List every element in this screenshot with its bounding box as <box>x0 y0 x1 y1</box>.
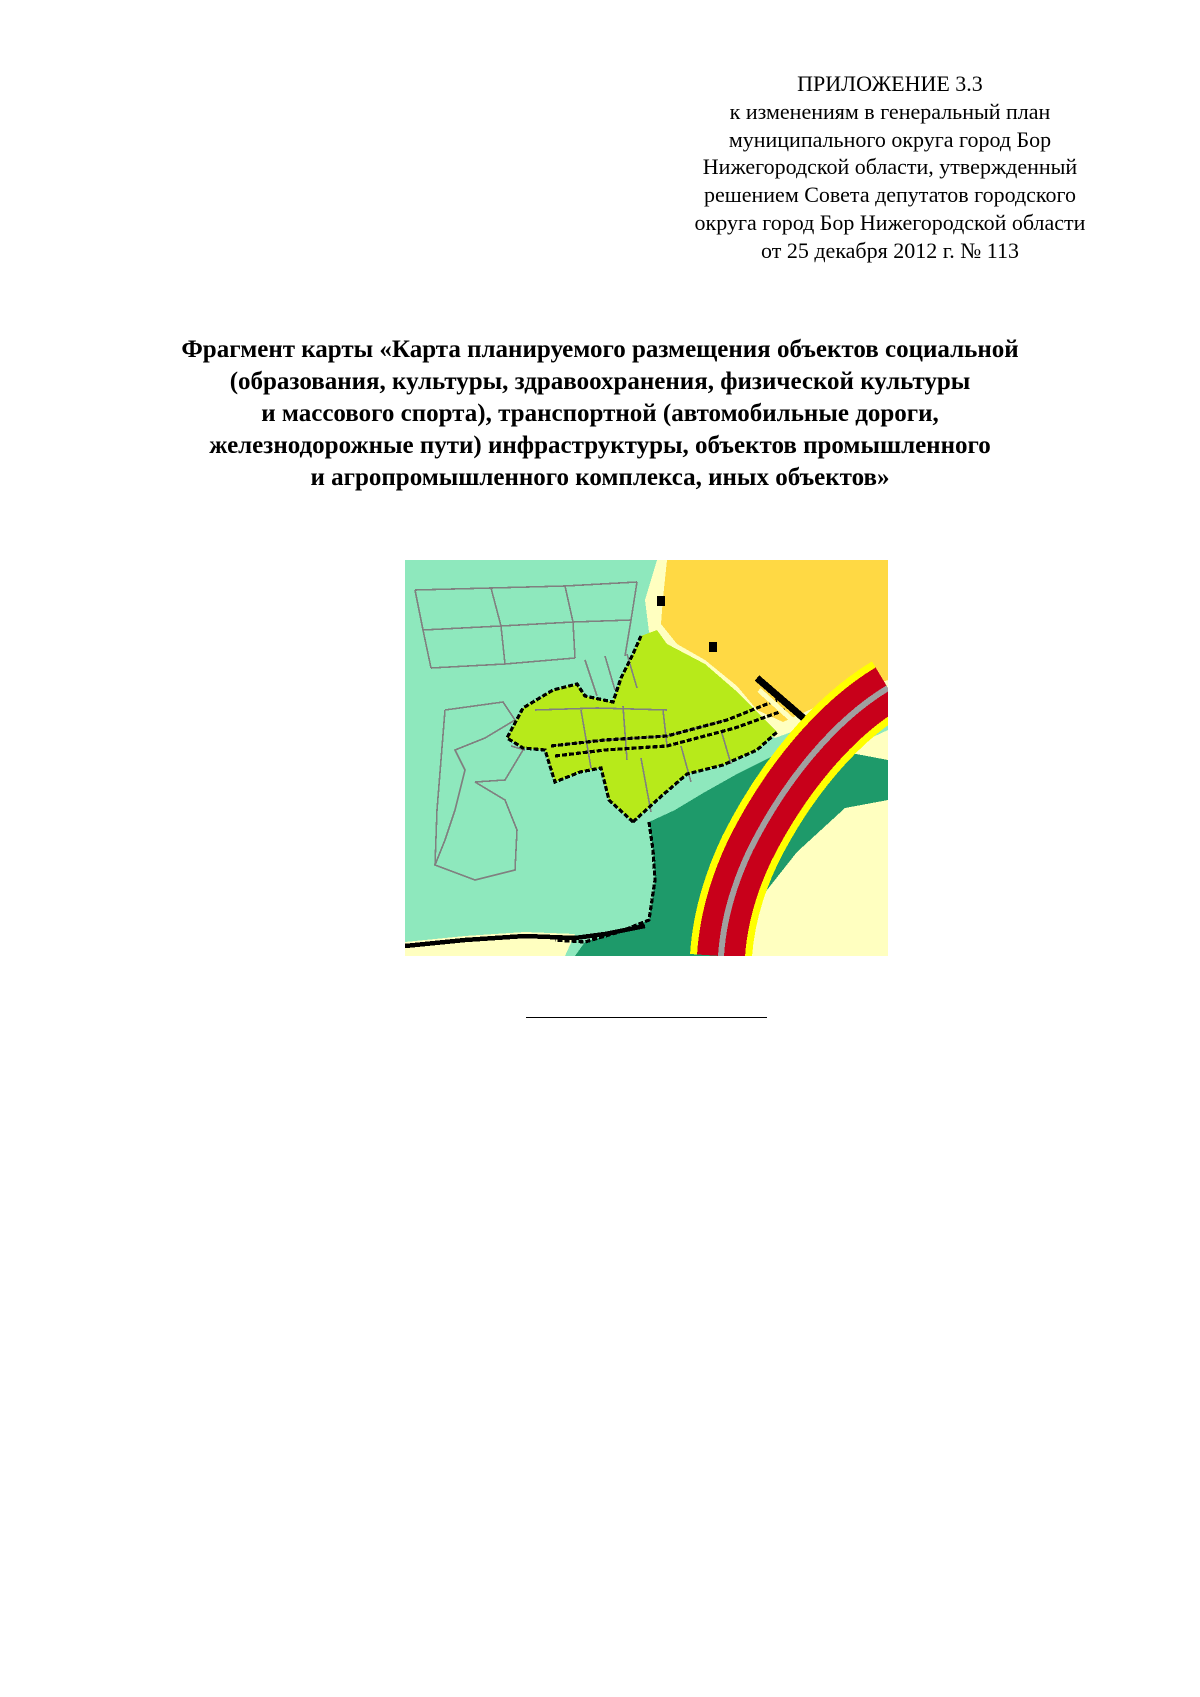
appendix-date: от 25 декабря 2012 г. № 113 <box>761 237 1019 263</box>
title-line: и агропромышленного комплекса, иных объектов» <box>310 464 890 491</box>
appendix-number: ПРИЛОЖЕНИЕ 3.3 <box>797 71 983 96</box>
title-line: и массового спорта), транспортной (автомобильные дороги, <box>261 400 939 427</box>
appendix-header <box>660 70 1120 265</box>
title-line: железнодорожные пути) инфраструктуры, объектов промышленного <box>209 432 991 459</box>
document-title <box>120 334 1080 494</box>
boundary-dot <box>709 642 717 652</box>
title-line: Фрагмент карты «Карта планируемого размещения объектов социальной <box>181 336 1019 363</box>
appendix-line: округа город Бор Нижегородской области <box>694 209 1086 235</box>
title-line: (образования, культуры, здравоохранения, физической культуры <box>229 368 971 395</box>
appendix-line: муниципального округа город Бор <box>728 126 1052 152</box>
map-fragment <box>405 560 888 956</box>
appendix-line: Нижегородской области, утвержденный <box>702 154 1078 180</box>
end-rule <box>526 1017 767 1018</box>
boundary-dot <box>657 596 665 606</box>
appendix-line: решением Совета депутатов городского <box>704 182 1076 208</box>
appendix-line: к изменениям в генеральный план <box>729 98 1051 124</box>
